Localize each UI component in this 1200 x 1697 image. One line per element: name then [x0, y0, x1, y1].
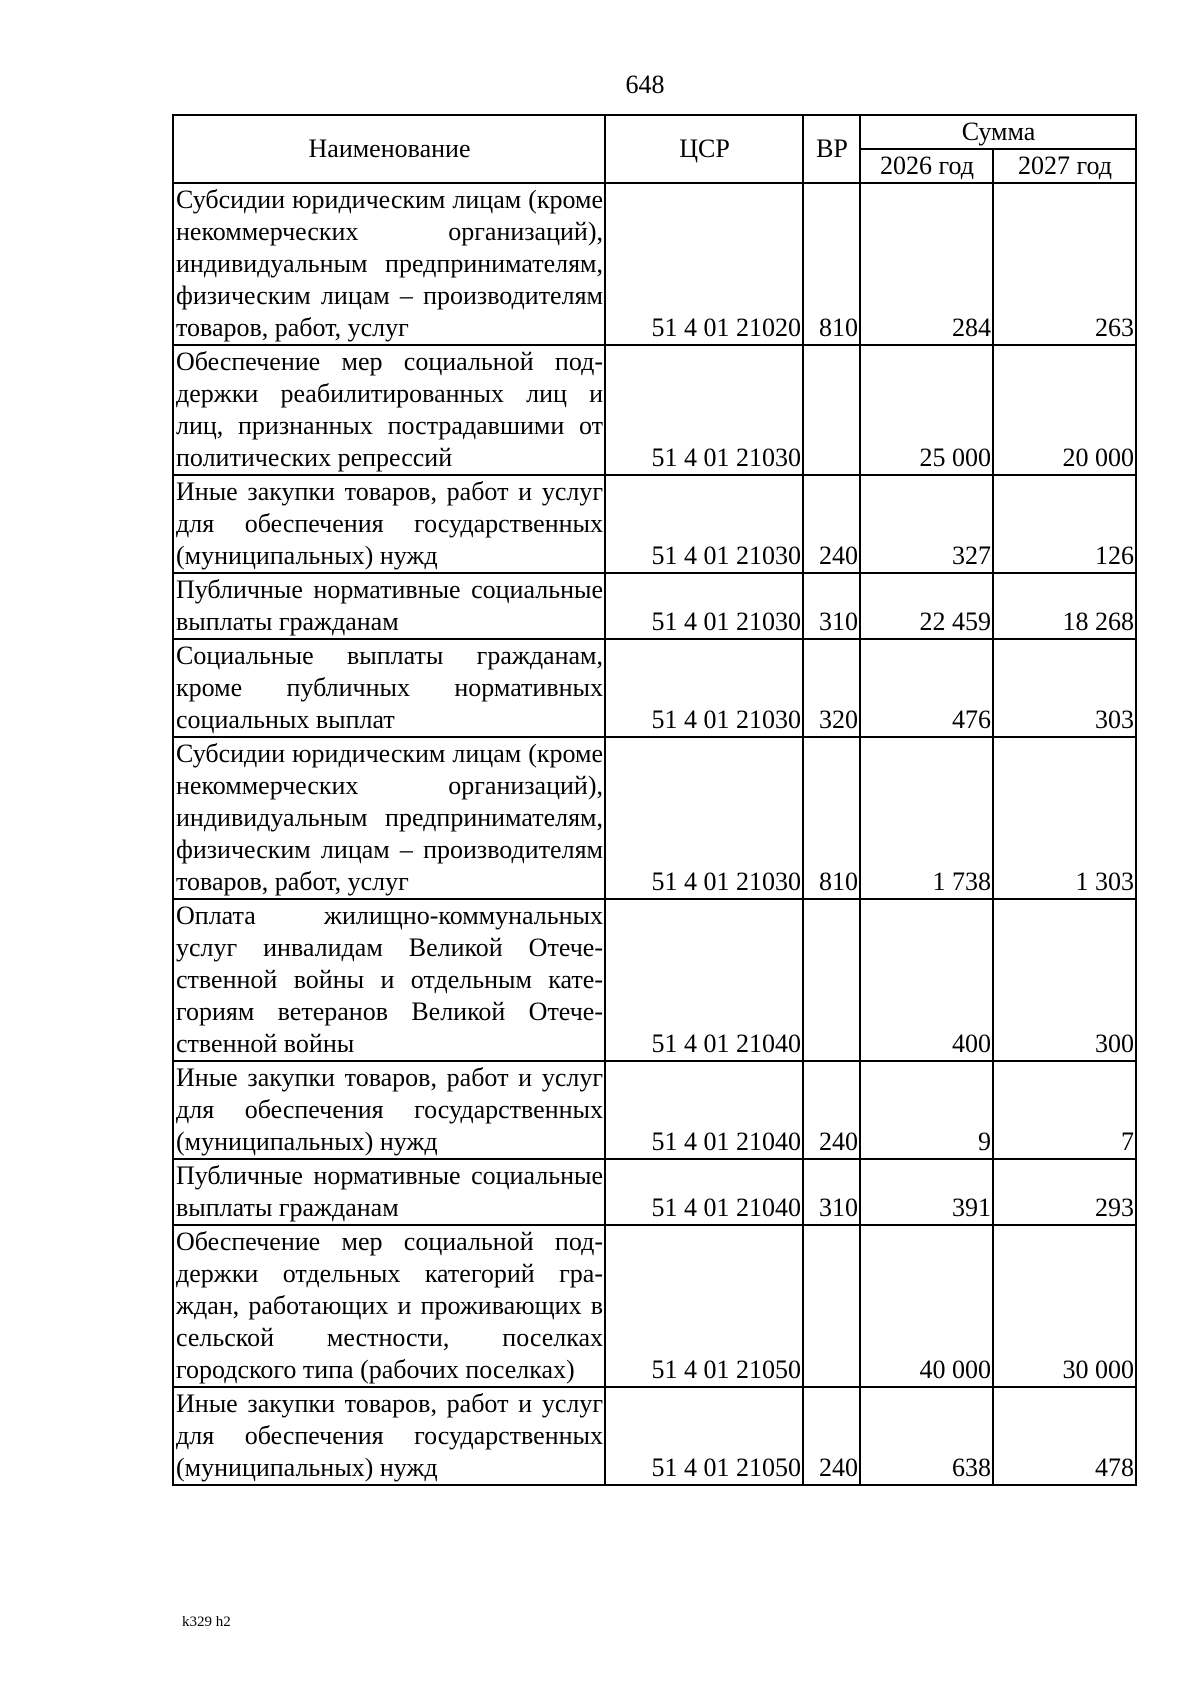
row-csr: 51 4 01 21040: [605, 1061, 803, 1159]
row-vr: 810: [803, 183, 860, 345]
table-row: [173, 475, 1136, 573]
row-name: Оплата жилищно-коммунальных услуг инвалидам Великой Отечественной войны и отдельным категориям ветеранов Великой Отечественной войны: [173, 899, 605, 1061]
row-csr: 51 4 01 21030: [605, 737, 803, 899]
row-sum-2026: 25 000: [860, 345, 993, 475]
row-vr: 810: [803, 737, 860, 899]
header-vr: ВР: [803, 115, 860, 183]
row-csr: 51 4 01 21030: [605, 345, 803, 475]
row-sum-2026: 327: [860, 475, 993, 573]
row-vr: 320: [803, 639, 860, 737]
row-name: Субсидии юридическим лицам (кроме некоммерческих организаций), индивидуальным предпринимателям, физическим лицам – производителям товаров, работ, услуг: [173, 737, 605, 899]
row-name: Публичные нормативные социальные выплаты гражданам: [173, 1159, 605, 1225]
row-vr: 310: [803, 573, 860, 639]
row-sum-2027: 7: [993, 1061, 1136, 1159]
row-vr: 240: [803, 1061, 860, 1159]
row-sum-2027: 303: [993, 639, 1136, 737]
page-number: 648: [625, 70, 665, 99]
row-csr: 51 4 01 21030: [605, 573, 803, 639]
row-csr: 51 4 01 21040: [605, 899, 803, 1061]
row-sum-2026: 638: [860, 1387, 993, 1485]
row-csr: 51 4 01 21020: [605, 183, 803, 345]
row-vr: 240: [803, 1387, 860, 1485]
header-sum: Сумма: [860, 115, 1136, 149]
row-sum-2027: 478: [993, 1387, 1136, 1485]
budget-table: [172, 114, 1137, 1486]
row-csr: 51 4 01 21030: [605, 475, 803, 573]
row-vr: [803, 1225, 860, 1387]
row-sum-2026: 40 000: [860, 1225, 993, 1387]
row-vr: 310: [803, 1159, 860, 1225]
row-name: Иные закупки товаров, работ и услуг для обеспечения государственных (муниципальных) нужд: [173, 1387, 605, 1485]
header-name: Наименование: [173, 115, 605, 183]
row-vr: 240: [803, 475, 860, 573]
row-name: Иные закупки товаров, работ и услуг для обеспечения государственных (муниципальных) нужд: [173, 475, 605, 573]
row-sum-2026: 284: [860, 183, 993, 345]
header-csr: ЦСР: [605, 115, 803, 183]
row-csr: 51 4 01 21040: [605, 1159, 803, 1225]
table-row: [173, 1387, 1136, 1485]
header-row: [173, 115, 1136, 149]
row-sum-2027: 126: [993, 475, 1136, 573]
row-csr: 51 4 01 21030: [605, 639, 803, 737]
table-row: [173, 1061, 1136, 1159]
row-sum-2027: 263: [993, 183, 1136, 345]
row-name: Субсидии юридическим лицам (кроме некоммерческих организаций), индивидуальным предпринимателям, физическим лицам – производителям товаров, работ, услуг: [173, 183, 605, 345]
row-sum-2026: 9: [860, 1061, 993, 1159]
row-name: Иные закупки товаров, работ и услуг для обеспечения государственных (муниципальных) нужд: [173, 1061, 605, 1159]
row-sum-2026: 476: [860, 639, 993, 737]
table-row: [173, 345, 1136, 475]
row-csr: 51 4 01 21050: [605, 1387, 803, 1485]
table-row: [173, 899, 1136, 1061]
row-sum-2026: 391: [860, 1159, 993, 1225]
row-sum-2027: 30 000: [993, 1225, 1136, 1387]
table-row: [173, 1225, 1136, 1387]
header-year-2026: 2026 год: [860, 149, 993, 183]
row-csr: 51 4 01 21050: [605, 1225, 803, 1387]
row-sum-2027: 293: [993, 1159, 1136, 1225]
row-name: Социальные выплаты гражданам, кроме публичных нормативных социальных выплат: [173, 639, 605, 737]
row-name: Обеспечение мер социальной поддержки реабилитированных лиц и лиц, признанных пострадавшими от политических репрессий: [173, 345, 605, 475]
row-sum-2027: 1 303: [993, 737, 1136, 899]
row-sum-2027: 20 000: [993, 345, 1136, 475]
row-name: Публичные нормативные социальные выплаты гражданам: [173, 573, 605, 639]
row-vr: [803, 345, 860, 475]
header-year-2027: 2027 год: [993, 149, 1136, 183]
row-sum-2026: 400: [860, 899, 993, 1061]
row-sum-2027: 18 268: [993, 573, 1136, 639]
table-row: [173, 639, 1136, 737]
row-sum-2026: 22 459: [860, 573, 993, 639]
row-vr: [803, 899, 860, 1061]
table-row: [173, 573, 1136, 639]
row-name: Обеспечение мер социальной поддержки отдельных категорий граждан, работающих и проживающих в сельской местности, поселках городского типа (рабочих поселках): [173, 1225, 605, 1387]
table-row: [173, 737, 1136, 899]
table-row: [173, 1159, 1136, 1225]
table-row: [173, 183, 1136, 345]
row-sum-2027: 300: [993, 899, 1136, 1061]
row-sum-2026: 1 738: [860, 737, 993, 899]
footer-code: k329 h2: [182, 1614, 231, 1630]
